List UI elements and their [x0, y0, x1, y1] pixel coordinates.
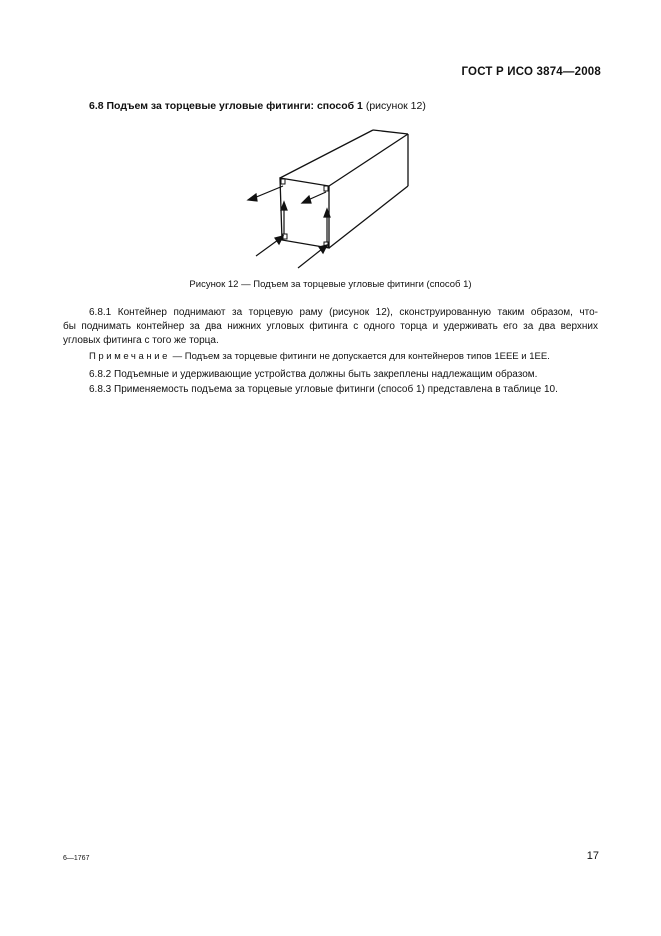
- section-title-bold: 6.8 Подъем за торцевые угловые фитинги: способ 1: [89, 100, 363, 112]
- note: [89, 351, 550, 362]
- arrow-shaft: [298, 249, 322, 268]
- corner-fitting: [324, 186, 328, 191]
- paragraph-6-8-1: [63, 306, 598, 348]
- paragraph-line: 6.8.1 Контейнер поднимают за торцевую раму (рисунок 12), сконструированную таким образом, что-: [89, 307, 598, 318]
- container-top-edge: [280, 130, 373, 178]
- container-lifting-figure: [228, 126, 428, 274]
- container-top-edge: [373, 130, 408, 134]
- corner-fitting: [281, 179, 285, 184]
- container-top-edge: [329, 134, 408, 186]
- figure-caption: Рисунок 12 — Подъем за торцевые угловые фитинги (способ 1): [189, 279, 472, 290]
- arrow-shaft: [308, 192, 326, 200]
- arrow-shaft: [256, 240, 278, 256]
- note-text: — Подъем за торцевые фитинги не допускается для контейнеров типов 1EEE и 1EE.: [170, 351, 550, 362]
- corner-fitting: [283, 234, 287, 239]
- arrowhead: [281, 202, 287, 210]
- paragraph-6-8-3: 6.8.3 Применяемость подъема за торцевые угловые фитинги (способ 1) представлена в таблице 10.: [89, 384, 558, 395]
- arrowhead: [248, 194, 257, 201]
- paragraph-line: угловых фитинга с того же торца.: [63, 335, 219, 346]
- section-title: [89, 100, 426, 112]
- footer-code: 6—1767: [63, 855, 90, 862]
- document-code: ГОСТ Р ИСО 3874—2008: [461, 66, 601, 78]
- container-bottom-edge: [329, 186, 408, 248]
- arrow-shaft: [254, 186, 283, 198]
- note-label: Примечание: [89, 351, 170, 362]
- arrowhead: [319, 245, 327, 253]
- arrowhead: [302, 196, 311, 203]
- paragraph-6-8-2: 6.8.2 Подъемные и удерживающие устройства должны быть закреплены надлежащим образом.: [89, 369, 538, 380]
- section-title-ref: (рисунок 12): [362, 100, 426, 112]
- paragraph-line: бы поднимать контейнер за два нижних угловых фитинга с одного торца и удерживать его за два верхних: [63, 321, 598, 332]
- page-number: 17: [586, 850, 599, 862]
